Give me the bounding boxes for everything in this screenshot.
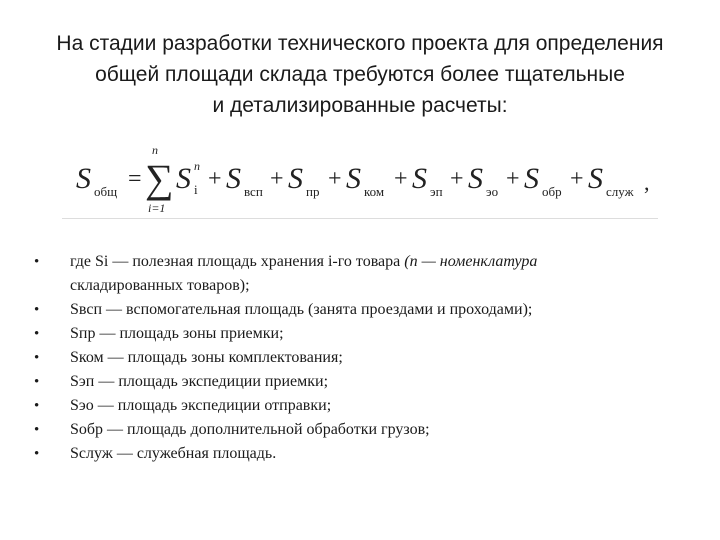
list-item-text: [70, 250, 690, 274]
list-item-text: Sэо — площадь экспедиции отправки;: [70, 397, 332, 414]
formula-equals: =: [128, 166, 142, 192]
formula-trailing-comma: ,: [644, 170, 650, 195]
bullet-marker: •: [34, 422, 40, 438]
term-subscript: эо: [486, 184, 499, 199]
bullet-marker: •: [34, 374, 40, 390]
list-item-text: Sслуж — служебная площадь.: [70, 445, 277, 462]
area-formula: [72, 140, 672, 218]
formula-lhs-subscript: общ: [94, 184, 118, 199]
term-symbol: S: [288, 162, 303, 195]
list-item-text-continuation: складированных товаров);: [70, 277, 250, 294]
bullet-marker: •: [34, 350, 40, 366]
term-subscript: обр: [542, 184, 562, 199]
term-symbol: S: [226, 162, 241, 195]
formula-plus: +: [208, 166, 222, 192]
list-item: [30, 370, 690, 394]
formula-plus: +: [328, 166, 342, 192]
title-line: общей площади склада требуются более тщательные: [95, 63, 625, 86]
bullet-marker: •: [34, 446, 40, 462]
bullet-marker: •: [34, 254, 40, 270]
term1-symbol: S: [176, 162, 191, 195]
title-line: На стадии разработки технического проекта для определения: [56, 32, 664, 55]
formula-plus: +: [570, 166, 584, 192]
list-item-text: Sвсп — вспомогательная площадь (занята проездами и проходами);: [70, 301, 533, 318]
slide-title: [20, 28, 700, 121]
formula-plus: +: [450, 166, 464, 192]
sum-symbol: ∑: [145, 156, 174, 201]
list-item: [30, 346, 690, 370]
list-item-text-main: где Si — полезная площадь хранения i-го товара: [70, 253, 401, 270]
list-item: [30, 418, 690, 442]
list-item: [30, 298, 690, 322]
formula-divider: [62, 218, 658, 219]
term-subscript: пр: [306, 184, 320, 199]
sum-upper-limit: n: [152, 143, 158, 157]
formula-plus: +: [270, 166, 284, 192]
bullet-marker: •: [34, 302, 40, 318]
list-item-text: Sобр — площадь дополнительной обработки грузов;: [70, 421, 430, 438]
list-item-text: Sпр — площадь зоны приемки;: [70, 325, 284, 342]
definitions-list: [30, 250, 690, 466]
list-item-text: Sком — площадь зоны комплектования;: [70, 349, 343, 366]
term-symbol: S: [468, 162, 483, 195]
term-subscript: всп: [244, 184, 263, 199]
list-item: [30, 322, 690, 346]
formula-svg: [72, 140, 672, 218]
formula-plus: +: [394, 166, 408, 192]
list-item: [30, 250, 690, 298]
list-item-text-italic: (n — номенклатура: [400, 253, 538, 270]
term1-superscript: п: [194, 159, 200, 173]
bullet-marker: •: [34, 326, 40, 342]
sum-lower-limit: i=1: [148, 201, 166, 215]
term-symbol: S: [346, 162, 361, 195]
formula-lhs-symbol: S: [76, 162, 91, 195]
term-subscript: эп: [430, 184, 443, 199]
term-symbol: S: [524, 162, 539, 195]
bullet-marker: •: [34, 398, 40, 414]
list-item: [30, 394, 690, 418]
term-subscript: ком: [364, 184, 385, 199]
term1-subscript: i: [194, 182, 198, 197]
title-line: и детализированные расчеты:: [212, 94, 508, 117]
term-subscript: служ: [606, 184, 634, 199]
list-item-text: Sэп — площадь экспедиции приемки;: [70, 373, 329, 390]
term-symbol: S: [588, 162, 603, 195]
formula-plus: +: [506, 166, 520, 192]
term-symbol: S: [412, 162, 427, 195]
list-item: [30, 442, 690, 466]
